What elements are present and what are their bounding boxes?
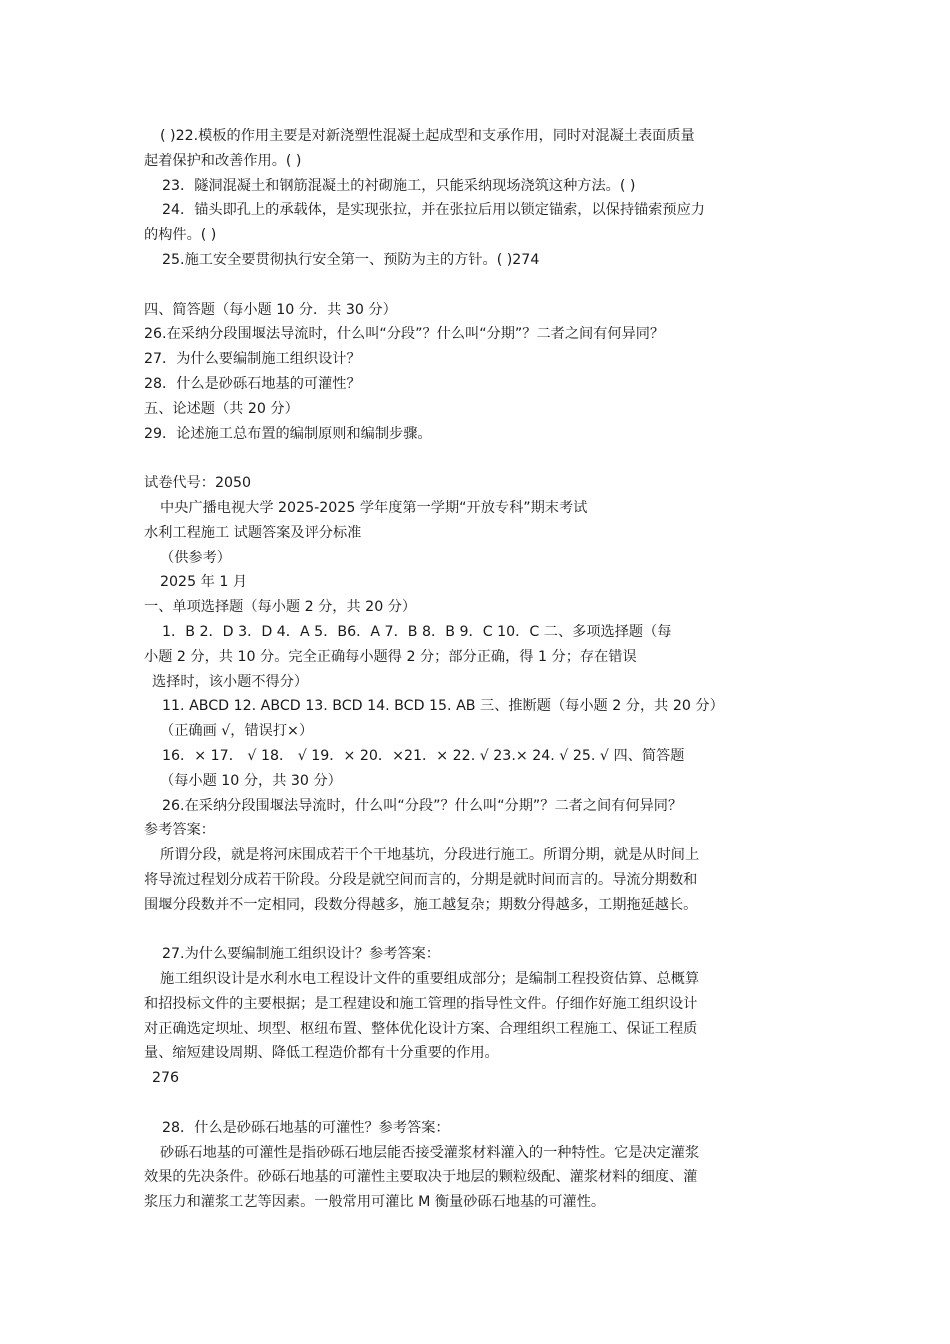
exam-date: 2025 年 1 月	[160, 574, 248, 591]
answer-27-para-line4: 量、缩短建设周期、降低工程造价都有十分重要的作用。	[144, 1045, 499, 1062]
answer-27-para-line2: 和招投标文件的主要根据；是工程建设和施工管理的指导性文件。仔细作好施工组织设计	[144, 995, 698, 1012]
spacer	[144, 1091, 816, 1116]
answer-28-para-line2: 效果的先决条件。砂砾石地基的可灌性主要取决于地层的颗粒级配、灌浆材料的细度、灌	[144, 1169, 698, 1186]
spacer	[144, 446, 816, 471]
answers-multi-note-line2: 选择时，该小题不得分）	[152, 673, 309, 690]
question-29: 29．论述施工总布置的编制原则和编制步骤。	[144, 425, 432, 442]
document-page	[144, 124, 816, 1215]
answer-section-1-heading: 一、单项选择题（每小题 2 分，共 20 分）	[144, 599, 417, 616]
section-4-heading: 四、简答题（每小题 10 分．共 30 分）	[144, 301, 397, 318]
question-22-line1: ( )22.模板的作用主要是对新浇塑性混凝土起成型和支承作用，同时对混凝土表面质量	[160, 128, 695, 144]
page-number: 276	[152, 1070, 180, 1087]
subject-title: 水利工程施工 试题答案及评分标准	[144, 524, 362, 541]
university-title: 中央广播电视大学 2025-2025 学年度第一学期“开放专科”期末考试	[160, 499, 588, 516]
answer-28-question: 28．什么是砂砾石地基的可灌性？参考答案：	[162, 1119, 450, 1136]
exam-code: 试卷代号：2050	[144, 475, 252, 492]
answers-16-25: 16．× 17． √ 18． √ 19．× 20．×21．× 22. √ 23.× 24. √ 25. √ 四、简答题	[162, 747, 685, 764]
answers-judge-note: （正确画 √，错误打×）	[160, 723, 314, 740]
answers-1-10: 1．B 2．D 3．D 4．A 5．B6．A 7．B 8．B 9．C 10．C 二、多项选择题（每	[162, 623, 672, 640]
answer-28-para-line3: 浆压力和灌浆工艺等因素。一般常用可灌比 M 衡量砂砾石地基的可灌性。	[144, 1194, 606, 1211]
question-26: 26.在采纳分段围堰法导流时，什么叫“分段”？什么叫“分期”？二者之间有何异同？	[144, 326, 665, 343]
answer-27-para-line1: 施工组织设计是水利水电工程设计文件的重要组成部分；是编制工程投资估算、总概算	[160, 971, 700, 988]
answer-26-ref-label: 参考答案：	[144, 822, 215, 839]
question-27: 27．为什么要编制施工组织设计？	[144, 351, 361, 368]
question-22-line2: 起着保护和改善作用。( )	[144, 152, 302, 169]
answer-26-para-line1: 所谓分段，就是将河床围成若干个干地基坑，分段进行施工。所谓分期，就是从时间上	[160, 847, 700, 864]
answer-28-para-line1: 砂砾石地基的可灌性是指砂砾石地层能否接受灌浆材料灌入的一种特性。它是决定灌浆	[160, 1144, 700, 1161]
answer-26-para-line3: 围堰分段数并不一定相同，段数分得越多，施工越复杂；期数分得越多，工期拖延越长。	[144, 896, 698, 913]
answer-26-para-line2: 将导流过程划分成若干阶段。分段是就空间而言的，分期是就时间而言的。导流分期数和	[144, 871, 698, 888]
question-23: 23．隧洞混凝土和钢筋混凝土的衬砌施工，只能采纳现场浇筑这种方法。( )	[162, 177, 636, 194]
answer-27-question: 27.为什么要编制施工组织设计？参考答案：	[162, 946, 440, 963]
answers-multi-note-line1: 小题 2 分，共 10 分。完全正确每小题得 2 分；部分正确，得 1 分；存在错误	[144, 648, 637, 665]
spacer	[144, 918, 816, 943]
question-24-line1: 24．锚头即孔上的承载体，是实现张拉，并在张拉后用以锁定锚索，以保持锚索预应力	[162, 202, 705, 219]
answer-26-question: 26.在采纳分段围堰法导流时，什么叫“分段”？什么叫“分期”？二者之间有何异同？	[162, 797, 683, 814]
answers-short-note: （每小题 10 分，共 30 分）	[160, 772, 342, 789]
question-25: 25.施工安全要贯彻执行安全第一、预防为主的方针。( )274	[162, 251, 540, 268]
spacer	[144, 273, 816, 298]
reference-note: （供参考）	[160, 549, 231, 566]
answers-11-15: 11. ABCD 12. ABCD 13. BCD 14. BCD 15. AB 三、推断题（每小题 2 分，共 20 分）	[162, 698, 724, 715]
section-5-heading: 五、论述题（共 20 分）	[144, 400, 299, 417]
question-24-line2: 的构件。( )	[144, 227, 217, 244]
question-28: 28．什么是砂砾石地基的可灌性？	[144, 375, 361, 392]
answer-27-para-line3: 对正确选定坝址、坝型、枢纽布置、整体优化设计方案、合理组织工程施工、保证工程质	[144, 1020, 698, 1037]
